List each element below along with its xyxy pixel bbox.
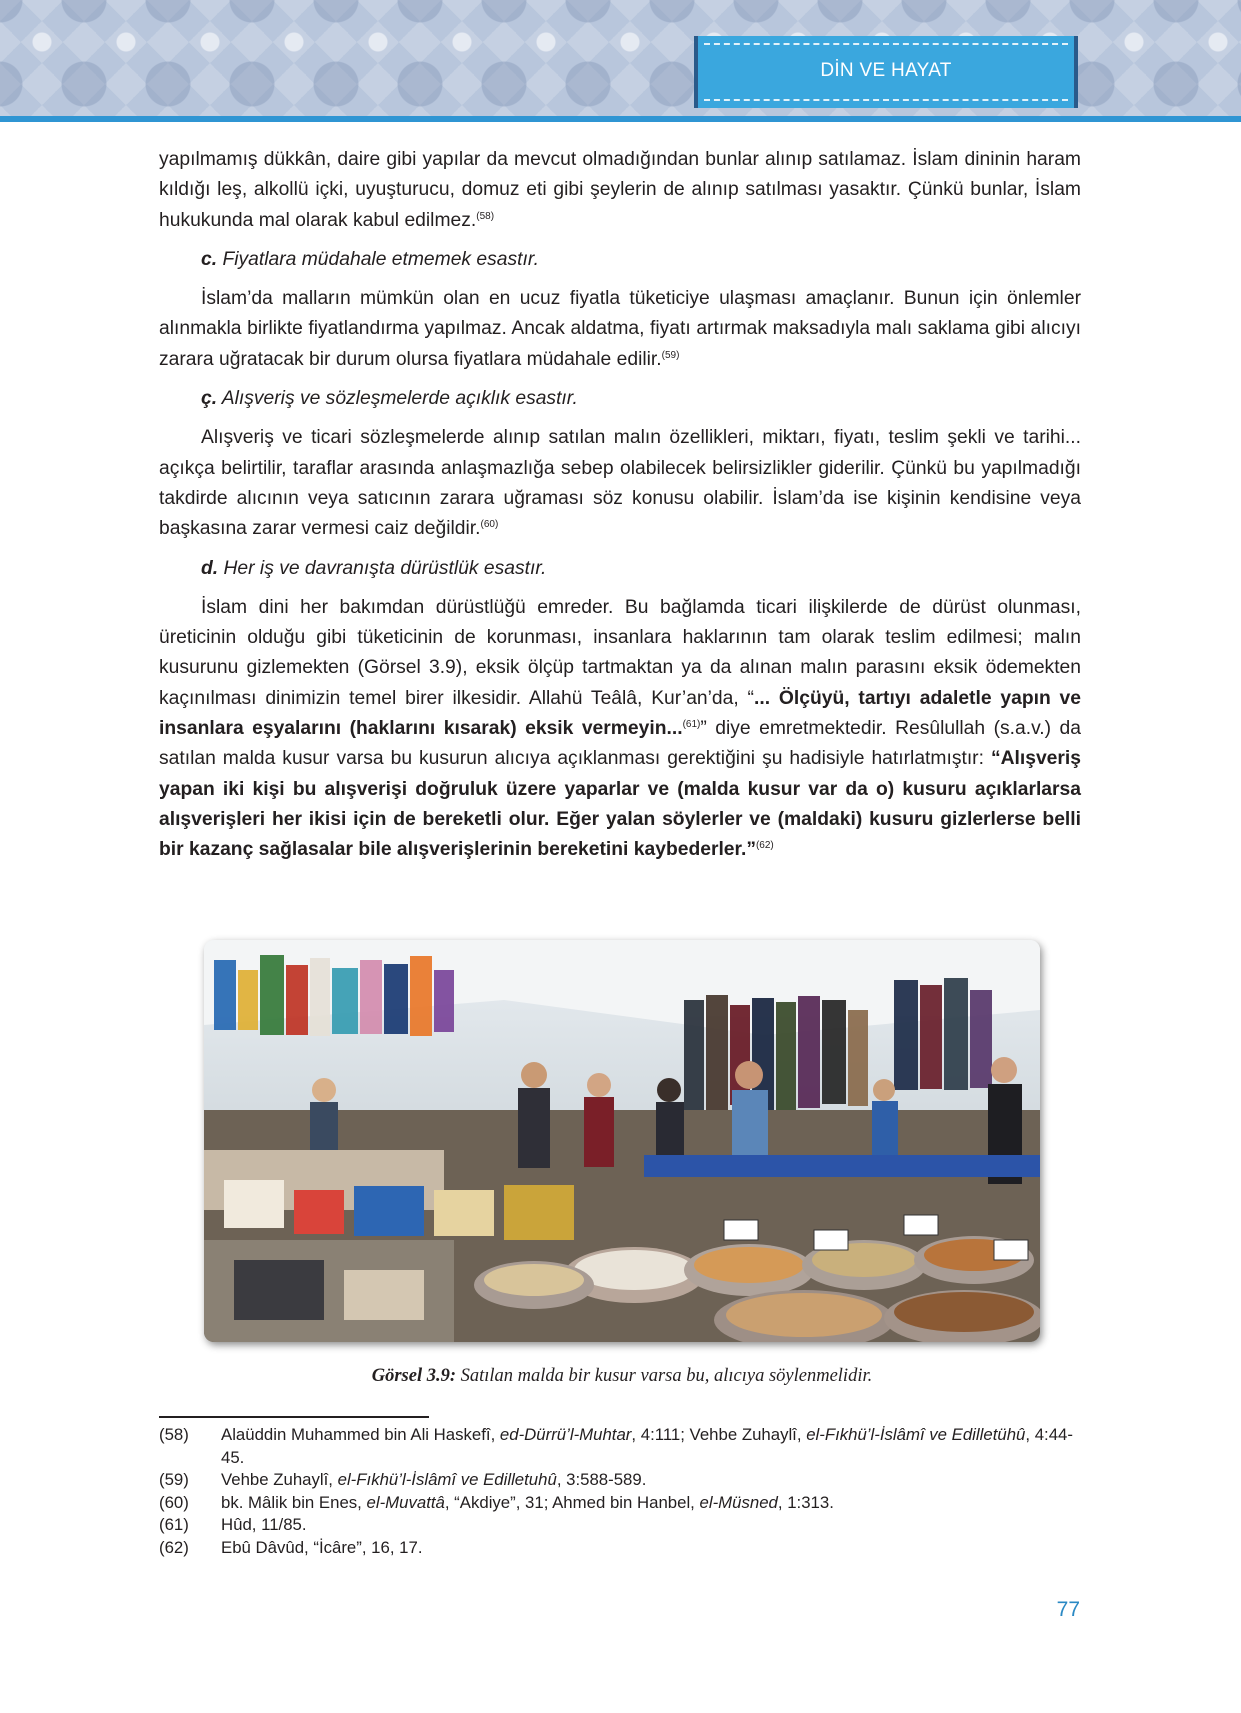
section-heading-c: c. Fiyatlara müdahale etmemek esastır. — [201, 248, 539, 270]
footnote-item — [159, 1424, 1081, 1469]
figure-label: Görsel 3.9: — [371, 1366, 457, 1386]
header-tab — [694, 36, 1078, 108]
paragraph-cc: Alışveriş ve ticari sözleşmelerde alınıp satılan malın özellikleri, miktarı, fiyatı, teslim şekli ve tarihi... açıkça belirtilir, taraflar arasında anlaşmazlığa sebep olabilecek belirsizlikler giderilir. Çünkü bu yapılmadığı takdirde alıcının veya satıcının zarara uğraması söz konusu olabilir. İslam’da ise kişinin kendisine veya başkasına zarar vermesi caiz değildir.$^{(60)}$ — [159, 427, 1081, 540]
paragraph-intro: yapılmamış dükkân, daire gibi yapılar da mevcut olmadığından bunlar alınıp satılamaz. İslam dininin haram kıldığı leş, alkollü içki, uyuşturucu, domuz eti gibi şeylerin de alınıp satılması yasaktır. Çünkü bunlar, İslam hukukunda mal olarak kabul edilmez.$^{(58)}$ — [159, 149, 1081, 231]
footnote-divider — [159, 1416, 429, 1418]
footnote-text — [221, 1514, 1081, 1537]
main-text — [159, 145, 1081, 866]
citation-text: Ebû Dâvûd, “İcâre”, 16, 17. — [221, 1537, 423, 1557]
market-photo — [204, 940, 1040, 1342]
footnote-item — [159, 1537, 1081, 1560]
footnote-item — [159, 1492, 1081, 1515]
citation-title: el-Fıkhü’l-İslâmî ve Edilletuhû — [337, 1470, 557, 1489]
footnote-number: (58) — [159, 1425, 189, 1444]
footnote-number: (61) — [159, 1515, 189, 1534]
citation-title: el-Muvattâ — [366, 1492, 445, 1512]
footnote-ref: (58) — [476, 210, 495, 222]
footnote-ref: (59) — [661, 349, 680, 361]
footnote-item — [159, 1514, 1081, 1537]
section-heading-d: d. Her iş ve davranışta dürüstlük esastır. — [201, 557, 547, 579]
header-rule — [0, 116, 1241, 122]
citation-text: Vehbe Zuhaylî, — [221, 1470, 338, 1489]
running-title: DİN VE HAYAT — [820, 60, 952, 81]
citation-text: , 4:111; Vehbe Zuhaylî, — [631, 1425, 807, 1444]
footnote-number: (62) — [159, 1537, 189, 1557]
hadith-quote: “Alışveriş yapan iki kişi bu alışverişi doğruluk üzere yaparlar ve (malda kusur var da o) kusuru açıklarlarsa alışverişleri her ikisi için de bereketli olur. Eğer yalan söylerler ve (maldaki) kusuru gizlerlerse belli bir kazanç sağlasalar bile alışverişlerinin bereketini kaybederler.” — [159, 748, 1081, 861]
section-letter: d. — [201, 557, 219, 579]
citation-text: , 3:588-589. — [556, 1470, 647, 1489]
footnote-text — [221, 1469, 1081, 1492]
footnote-item — [159, 1469, 1081, 1492]
footnote-text — [221, 1424, 1081, 1469]
footnote-text — [221, 1492, 1081, 1515]
citation-text: , 1:313. — [777, 1492, 834, 1512]
citation-text: , 4:44-45. — [221, 1425, 1073, 1467]
footnote-text — [221, 1537, 1081, 1560]
section-letter: c. — [201, 248, 218, 270]
citation-text: bk. Mâlik bin Enes, — [221, 1492, 367, 1512]
citation-text: , “Akdiye”, 31; Ahmed bin Hanbel, — [444, 1492, 700, 1512]
footnote-ref: (62) — [755, 840, 774, 852]
page-number: 77 — [1056, 1598, 1080, 1621]
quran-quote: ... Ölçüyü, tartıyı adaletle yapın ve insanlara eşyalarını (haklarını kısarak) eksik vermeyin... — [159, 687, 1081, 740]
section-letter: ç. — [201, 388, 218, 410]
citation-text: Hûd, 11/85. — [221, 1515, 307, 1534]
section-heading-cc: ç. Alışveriş ve sözleşmelerde açıklık esastır. — [201, 388, 578, 410]
citation-title: ed-Dürrü’l-Muhtar — [499, 1425, 632, 1444]
paragraph-d: İslam dini her bakımdan dürüstlüğü emreder. Bu bağlamda ticari ilişkilerde de dürüst olunması, üreticinin olduğu gibi tüketicinin de korunması, insanlara haklarının tam olarak teslim edilmesi; malın kusurunu gizlemekten (Görsel 3.9), eksik ölçüp tartmaktan ya da alınan malın parasını eksik ödemekten kaçınılması dinimizin temel birer ilkesidir. Allahü Teâlâ, Kur’an’da, “... Ölçüyü, tartıyı adaletle yapın ve insanlara eşyalarını (haklarını kısarak) eksik vermeyin...$^{(61)}$” diye emretmektedir. Resûlullah (s.a.v.) da satılan malda kusur varsa bu kusurun alıcıya açıklanması gerektiğini şu hadisiyle hatırlatmıştır: “Alışveriş yapan iki kişi bu alışverişi doğruluk üzere yaparlar ve (malda kusur var da o) kusuru açıklarlarsa alışverişleri her ikisi için de bereketli olur. Eğer yalan söylerler ve (maldaki) kusuru gizlerlerse belli bir kazanç sağlasalar bile alışverişlerinin bereketini kaybederler.”$^{(62)}$ — [159, 596, 1081, 861]
paragraph-c: İslam’da malların mümkün olan en ucuz fiyatla tüketiciye ulaşması amaçlanır. Bunun için önlemler alınmakla birlikte fiyatlandırma yapılmaz. Ancak aldatma, fiyatı artırmak maksadıyla malı saklama gibi alıcıyı zarara uğratacak bir durum olursa fiyatlara müdahale edilir.$^{(59)}$ — [159, 288, 1081, 370]
citation-title: el-Fıkhü’l-İslâmî ve Edilletühû — [806, 1425, 1026, 1444]
footnote-ref: (60) — [480, 519, 499, 531]
figure-caption: Görsel 3.9: Satılan malda bir kusur varsa bu, alıcıya söylenmelidir. — [371, 1366, 873, 1386]
footnote-number: (60) — [159, 1492, 189, 1512]
footnote-ref: (61) — [682, 719, 701, 731]
footnotes — [159, 1424, 1081, 1559]
footnote-number: (59) — [159, 1470, 189, 1489]
citation-title: el-Müsned — [699, 1492, 778, 1512]
citation-text: Alaüddin Muhammed bin Ali Haskefî, — [221, 1425, 500, 1444]
